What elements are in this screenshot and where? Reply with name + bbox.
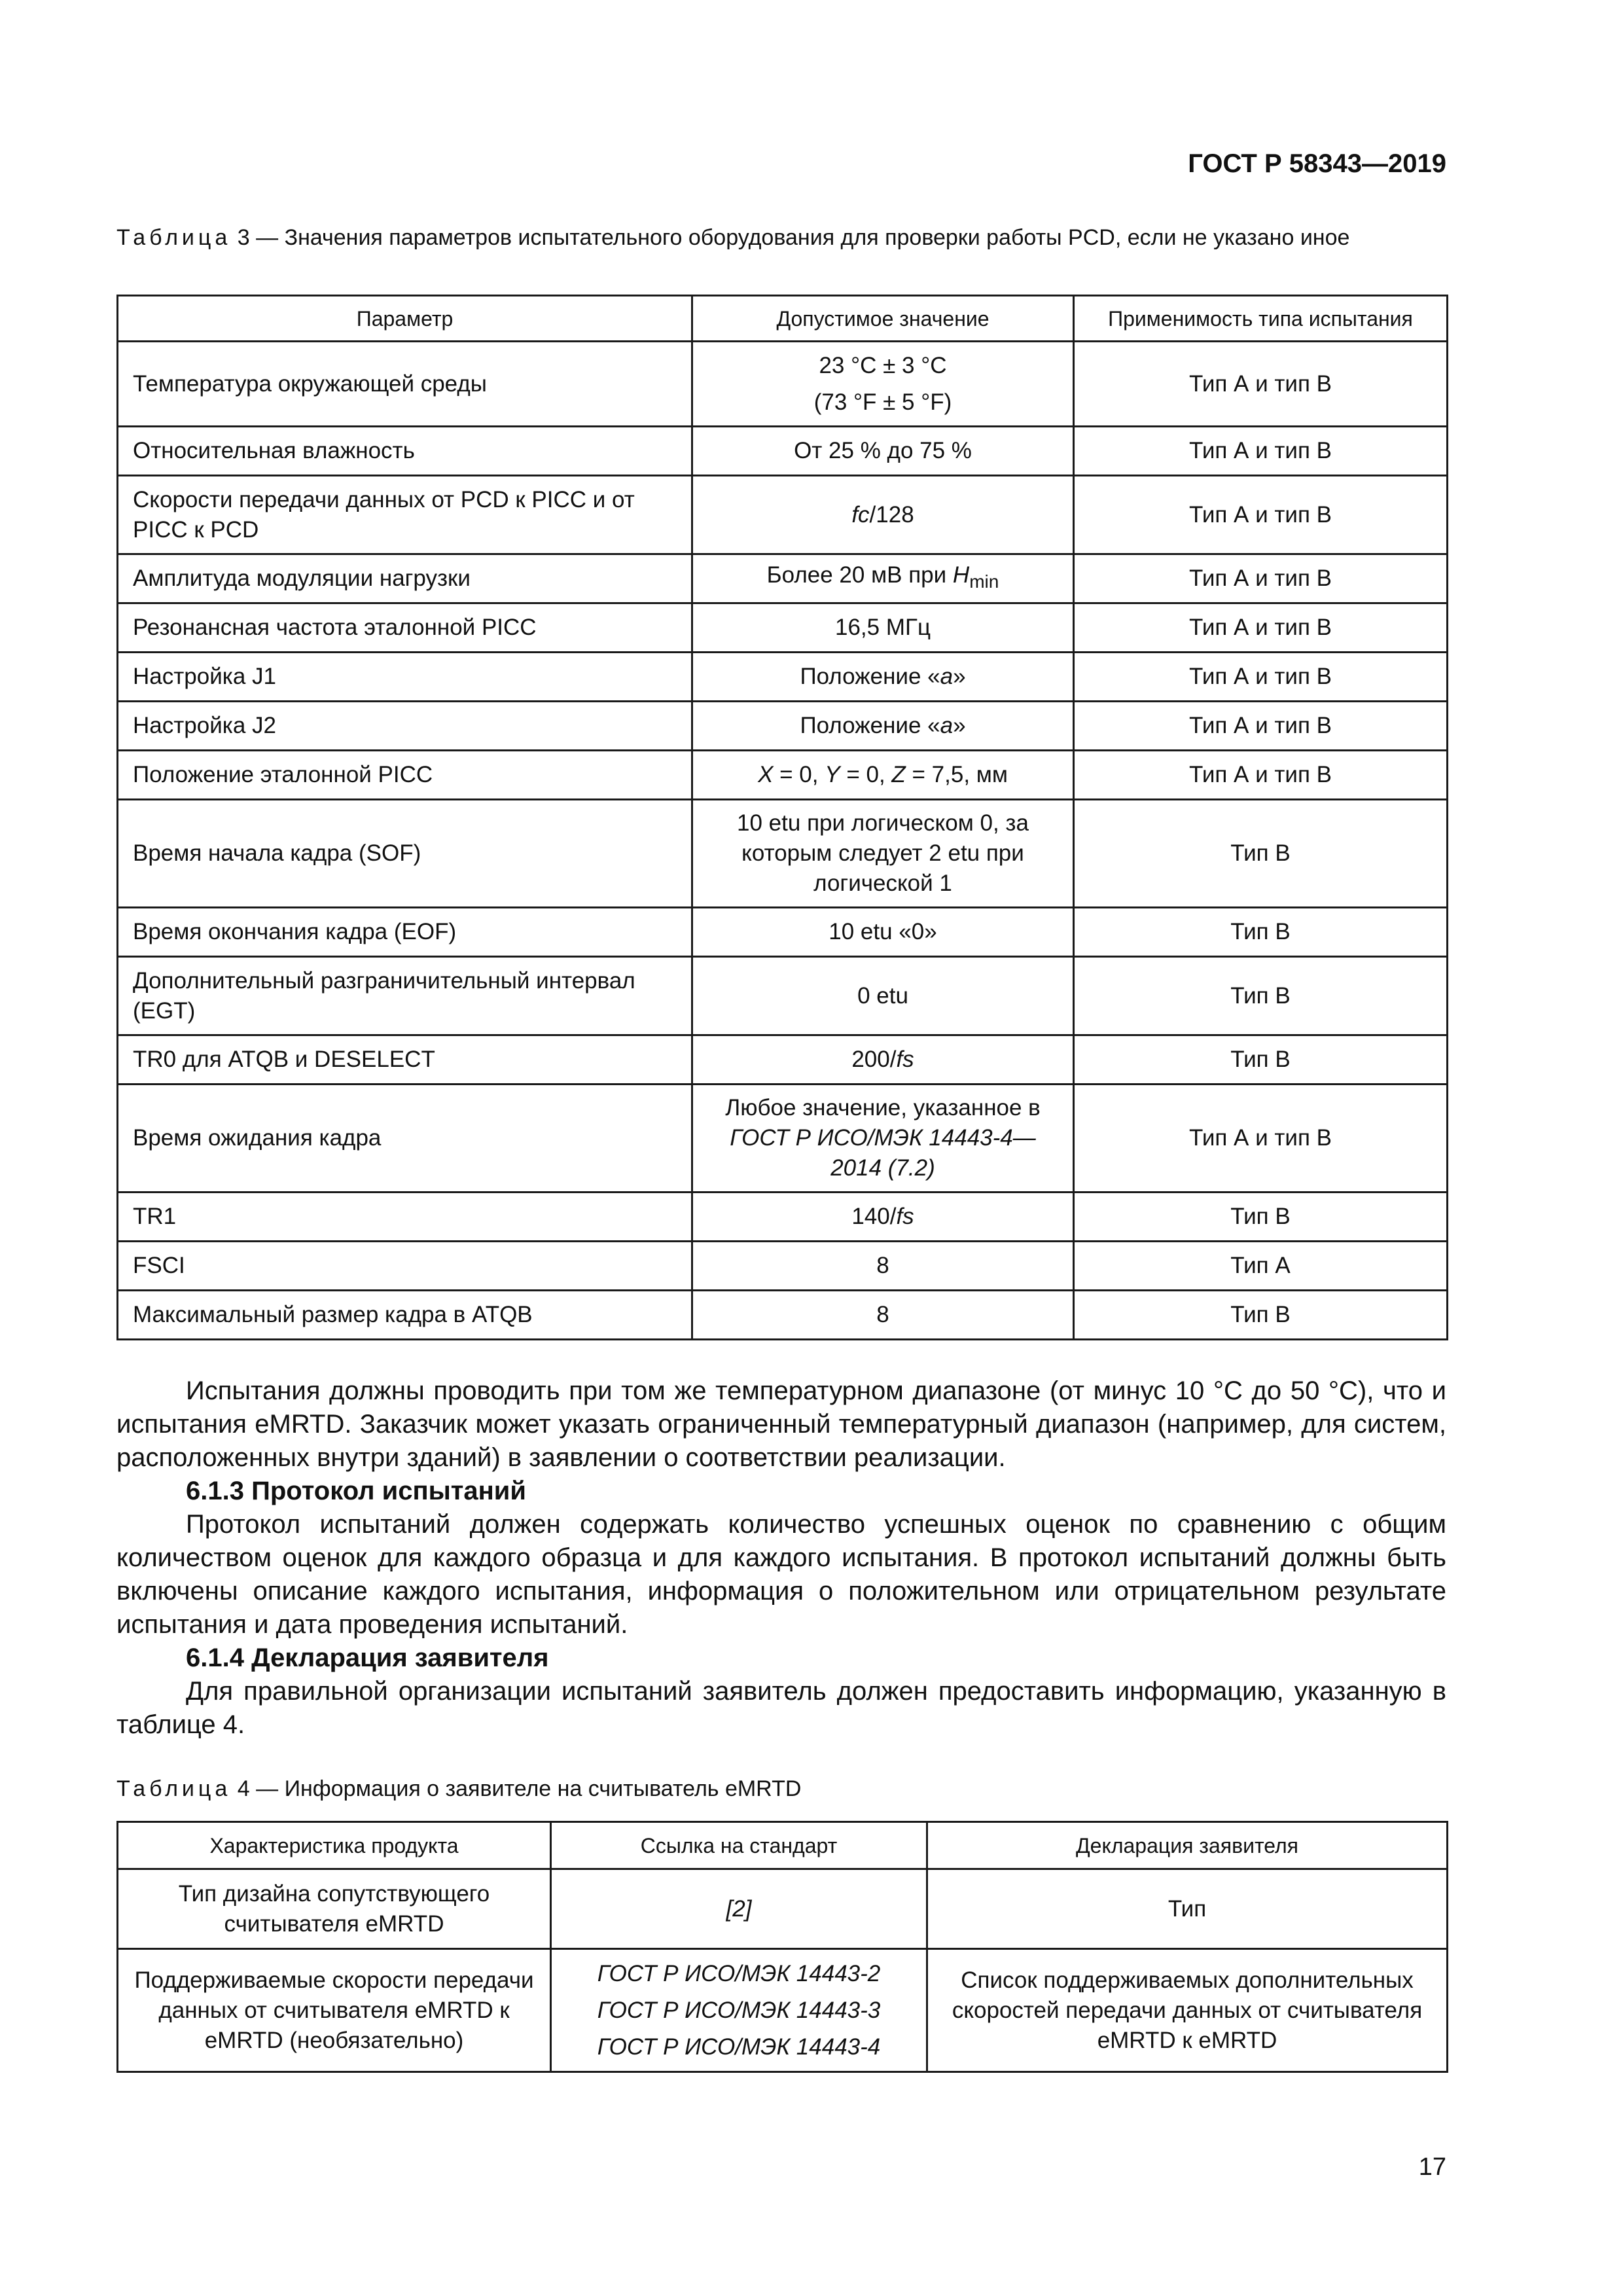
table-row	[118, 342, 1448, 427]
declaration-cell: Список поддерживаемых дополнительных скоростей передачи данных от считывателя eMRTD к eMRTD	[927, 1949, 1448, 2072]
param-cell: Дополнительный разграничительный интервал (EGT)	[118, 957, 692, 1035]
value-cell	[692, 653, 1074, 702]
characteristic-cell: Поддерживаемые скорости передачи данных от считывателя eMRTD к eMRTD (необязательно)	[118, 1949, 551, 2072]
value-cell: 8	[692, 1291, 1074, 1340]
coord-x-val: = 0,	[773, 762, 825, 787]
document-id: ГОСТ Р 58343—2019	[1188, 149, 1446, 178]
value-num: 140/	[851, 1204, 897, 1229]
value-italic: a	[940, 713, 954, 738]
param-cell: Скорости передачи данных от PCD к PICC и от PICC к PCD	[118, 476, 692, 554]
coord-z: Z	[891, 762, 906, 787]
applicability-cell: Тип А и тип В	[1074, 1085, 1448, 1193]
table-row	[118, 751, 1448, 800]
value-cell	[692, 476, 1074, 554]
applicability-cell: Тип А и тип В	[1074, 342, 1448, 427]
table3-header-value: Допустимое значение	[692, 296, 1074, 342]
table4-header-declaration: Декларация заявителя	[927, 1822, 1448, 1869]
reference-cell	[551, 1869, 927, 1949]
reference-line: ГОСТ Р ИСО/МЭК 14443-4	[597, 2034, 881, 2060]
value-var: H	[952, 562, 970, 588]
reference-line: ГОСТ Р ИСО/МЭК 14443-2	[597, 1960, 881, 1986]
reference-cell	[551, 1949, 927, 2072]
value-cell: 0 etu	[692, 957, 1074, 1035]
characteristic-cell: Тип дизайна сопутствующего считывателя eMRTD	[118, 1869, 551, 1949]
applicability-cell: Тип А и тип В	[1074, 751, 1448, 800]
param-cell: Время ожидания кадра	[118, 1085, 692, 1193]
table-row	[118, 908, 1448, 957]
table3-caption	[116, 223, 1446, 253]
table4-caption-text: 4 — Информация о заявителе на считыватель eMRTD	[237, 1776, 802, 1801]
value-cell	[692, 702, 1074, 751]
table-row	[118, 957, 1448, 1035]
value-cell: 10 etu «0»	[692, 908, 1074, 957]
coord-z-val: = 7,5, мм	[905, 762, 1008, 787]
value-cell	[692, 1035, 1074, 1085]
param-cell: Настройка J1	[118, 653, 692, 702]
value-cell	[692, 342, 1074, 427]
reference-text: [2]	[726, 1895, 752, 1922]
applicability-cell: Тип В	[1074, 957, 1448, 1035]
value-rest: /128	[869, 501, 914, 528]
applicability-cell: Тип В	[1074, 908, 1448, 957]
table4-caption-label: Таблица	[116, 1776, 232, 1801]
table4-header-reference: Ссылка на стандарт	[551, 1822, 927, 1869]
param-cell: TR0 для ATQB и DESELECT	[118, 1035, 692, 1085]
value-italic: ГОСТ Р ИСО/МЭК 14443-4—2014 (7.2)	[730, 1125, 1036, 1181]
table3-header-row	[118, 296, 1448, 342]
table3	[116, 295, 1448, 1340]
value-suffix: »	[953, 664, 966, 689]
value-italic: fs	[896, 1204, 914, 1229]
table-row	[118, 1035, 1448, 1085]
table3-caption-text: 3 — Значения параметров испытательного оборудования для проверки работы PCD, если не указано иное	[237, 225, 1350, 250]
value-italic: fc	[851, 501, 870, 528]
table-row	[118, 800, 1448, 908]
applicability-cell: Тип А и тип В	[1074, 427, 1448, 476]
table4-caption	[116, 1774, 1446, 1804]
reference-line: ГОСТ Р ИСО/МЭК 14443-3	[597, 1997, 881, 2023]
value-prefix: Положение «	[800, 713, 940, 738]
table4-header-row	[118, 1822, 1448, 1869]
value-cell	[692, 1193, 1074, 1242]
table-row	[118, 653, 1448, 702]
table3-header-applicability: Применимость типа испытания	[1074, 296, 1448, 342]
declaration-cell: Тип	[927, 1869, 1448, 1949]
param-cell: Температура окружающей среды	[118, 342, 692, 427]
param-cell: Время окончания кадра (EOF)	[118, 908, 692, 957]
table4-header-characteristic: Характеристика продукта	[118, 1822, 551, 1869]
table-row	[118, 1291, 1448, 1340]
page-number: 17	[1418, 2153, 1446, 2181]
table-row	[118, 1085, 1448, 1193]
param-cell: FSCI	[118, 1242, 692, 1291]
paragraph: Для правильной организации испытаний заявитель должен предоставить информацию, указанную в таблице 4.	[116, 1677, 1446, 1739]
table3-caption-label: Таблица	[116, 225, 232, 250]
table3-header-param: Параметр	[118, 296, 692, 342]
applicability-cell: Тип А	[1074, 1242, 1448, 1291]
applicability-cell: Тип А и тип В	[1074, 603, 1448, 653]
applicability-cell: Тип В	[1074, 1035, 1448, 1085]
coord-y-val: = 0,	[840, 762, 892, 787]
table-row	[118, 554, 1448, 603]
value-num: 200/	[851, 1047, 897, 1072]
value-sub: min	[969, 571, 999, 592]
value-cell	[692, 751, 1074, 800]
value-prefix: Любое значение, указанное в	[725, 1095, 1041, 1121]
value-cell	[692, 554, 1074, 603]
param-cell: TR1	[118, 1193, 692, 1242]
param-cell: Максимальный размер кадра в ATQB	[118, 1291, 692, 1340]
value-cell: 16,5 МГц	[692, 603, 1074, 653]
applicability-cell: Тип В	[1074, 1291, 1448, 1340]
value-prefix: Более 20 мВ при	[766, 562, 953, 588]
table-row	[118, 603, 1448, 653]
section-heading-6-1-4: 6.1.4 Декларация заявителя	[186, 1643, 549, 1672]
value-line: (73 °F ± 5 °F)	[813, 389, 952, 415]
value-cell: 10 etu при логическом 0, за которым следует 2 etu при логической 1	[692, 800, 1074, 908]
paragraph: Испытания должны проводить при том же температурном диапазоне (от минус 10 °С до 50 °С), что и испытания eMRTD. Заказчик может указать ограниченный температурный диапазон (например, для систем, расположенных внутри зданий) в заявлении о соответствии реализации.	[116, 1376, 1446, 1472]
value-prefix: Положение «	[800, 664, 940, 689]
value-line: 23 °C ± 3 °C	[819, 352, 947, 378]
param-cell: Амплитуда модуляции нагрузки	[118, 554, 692, 603]
applicability-cell: Тип А и тип В	[1074, 653, 1448, 702]
table-row	[118, 427, 1448, 476]
value-suffix: »	[953, 713, 966, 738]
value-cell: 8	[692, 1242, 1074, 1291]
value-cell: От 25 % до 75 %	[692, 427, 1074, 476]
applicability-cell: Тип А и тип В	[1074, 476, 1448, 554]
coord-x: X	[758, 762, 774, 787]
applicability-cell: Тип В	[1074, 800, 1448, 908]
table-row	[118, 702, 1448, 751]
applicability-cell: Тип В	[1074, 1193, 1448, 1242]
param-cell: Резонансная частота эталонной PICC	[118, 603, 692, 653]
section-heading-6-1-3: 6.1.3 Протокол испытаний	[186, 1477, 526, 1505]
param-cell: Время начала кадра (SOF)	[118, 800, 692, 908]
table-row	[118, 476, 1448, 554]
param-cell: Настройка J2	[118, 702, 692, 751]
table4	[116, 1821, 1448, 2073]
table-row	[118, 1869, 1448, 1949]
value-italic: a	[940, 664, 954, 689]
applicability-cell: Тип А и тип В	[1074, 702, 1448, 751]
table-row	[118, 1949, 1448, 2072]
value-italic: fs	[896, 1047, 914, 1072]
applicability-cell: Тип А и тип В	[1074, 554, 1448, 603]
body-text	[116, 1374, 1446, 1742]
table-row	[118, 1193, 1448, 1242]
param-cell: Положение эталонной PICC	[118, 751, 692, 800]
value-cell	[692, 1085, 1074, 1193]
coord-y: Y	[825, 762, 840, 787]
paragraph: Протокол испытаний должен содержать количество успешных оценок по сравнению с общим количеством оценок для каждого образца и для каждого испытания. В протокол испытаний должны быть включены описание каждого испытания, информация о положительном или отрицательном результате испытания и дата проведения испытаний.	[116, 1510, 1446, 1639]
table-row	[118, 1242, 1448, 1291]
param-cell: Относительная влажность	[118, 427, 692, 476]
